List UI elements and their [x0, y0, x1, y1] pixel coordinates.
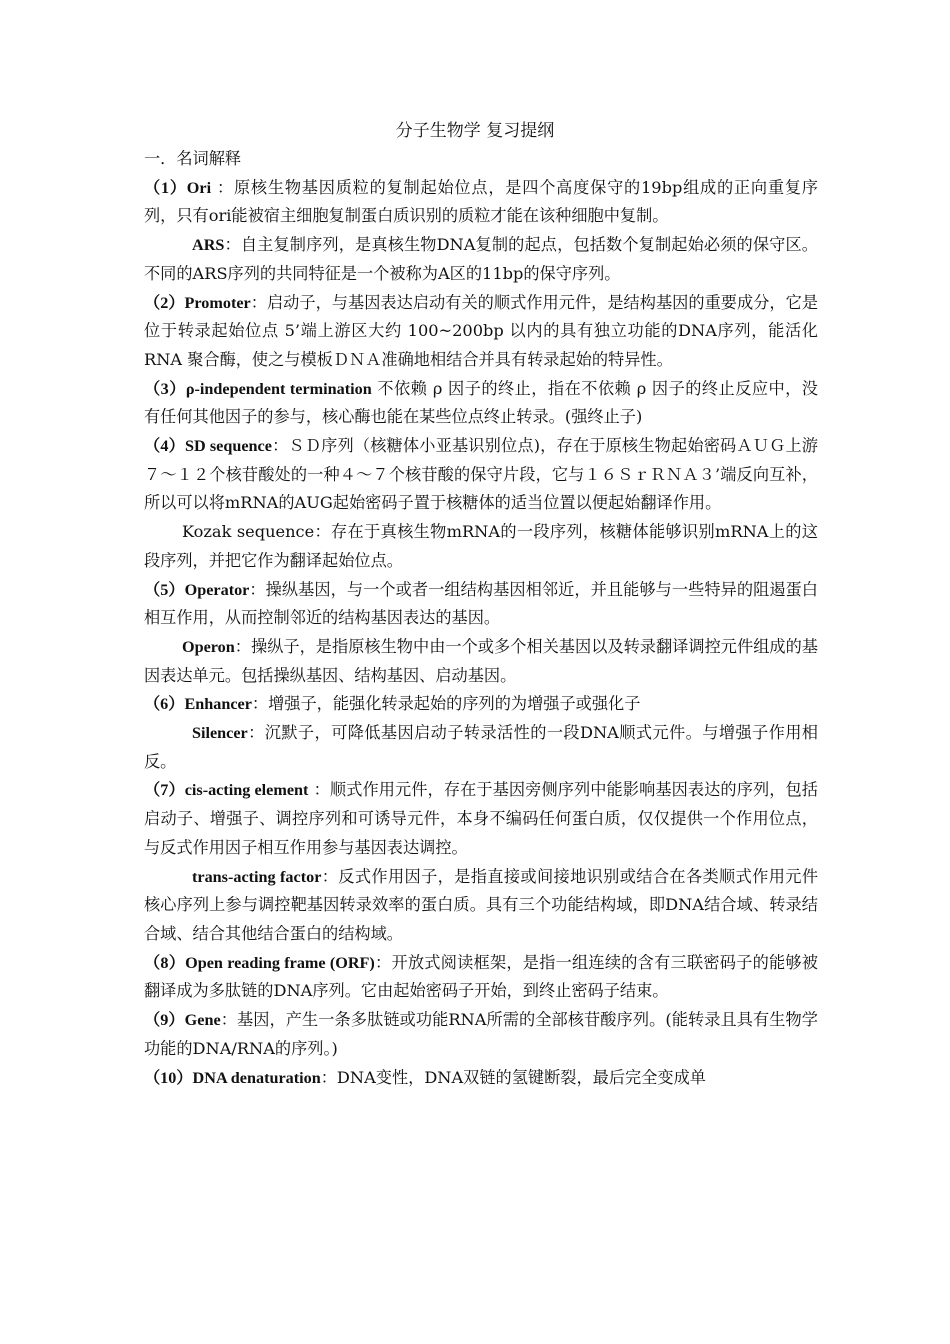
entry-orf — [144, 949, 818, 1006]
definition: ：操纵基因，与一个或者一组结构基因相邻近，并且能够与一些特异的阻遏蛋白相互作用，从而控制邻近的结构基因表达的基因。 — [144, 579, 818, 628]
entry-rho-independent — [144, 375, 818, 432]
term: （6）Enhancer — [144, 695, 252, 714]
term: （1）Ori — [144, 178, 212, 197]
term: Silencer — [192, 724, 248, 743]
term: （5）Operator — [144, 580, 250, 599]
term: （2）Promoter — [144, 293, 251, 312]
term: （8）Open reading frame (ORF) — [144, 953, 375, 972]
entry-operator — [144, 576, 818, 633]
definition: ：原核生物基因质粒的复制起始位点，是四个高度保守的19bp组成的正向重复序列，只有ori能被宿主细胞复制蛋白质识别的质粒才能在该种细胞中复制。 — [144, 177, 818, 226]
definition: ：增强子，能强化转录起始的序列的为增强子或强化子 — [251, 694, 641, 714]
section-heading: 一．名词解释 — [144, 149, 242, 168]
term: Operon — [182, 637, 235, 656]
definition: 不依赖 ρ 因子的终止，指在不依赖 ρ 因子的终止反应中，没有任何其他因子的参与，核心酶也能在某些位点终止转录。(强终止子) — [144, 378, 818, 427]
entry-ars — [144, 231, 818, 288]
term: trans-acting factor — [192, 867, 322, 886]
entry-promoter — [144, 289, 818, 375]
definition: ：启动子，与基因表达启动有关的顺式作用元件，是结构基因的重要成分，它是位于转录起始位点 5’端上游区大约 100~200bp 以内的具有独立功能的DNA序列，能活化RNA 聚合酶，使之与模板ＤＮＡ准确地相结合并具有转录起始的特异性。 — [144, 292, 819, 369]
definition: ：操纵子，是指原核生物中由一个或多个相关基因以及转录翻译调控元件组成的基因表达单元。包括操纵基因、结构基因、启动基因。 — [144, 636, 818, 685]
term: （9）Gene — [144, 1011, 221, 1030]
definition: ：反式作用因子，是指直接或间接地识别或结合在各类顺式作用元件核心序列上参与调控靶基因转录效率的蛋白质。具有三个功能结构域，即DNA结合域、转录结合域、结合其他结合蛋白的结构域。 — [144, 866, 819, 943]
definition: ：开放式阅读框架，是指一组连续的含有三联密码子的能够被翻译成为多肽链的DNA序列。它由起始密码子开始，到终止密码子结束。 — [144, 952, 818, 1001]
entry-ori — [144, 174, 818, 231]
entry-gene — [144, 1006, 818, 1063]
term: （4）SD sequence — [144, 437, 272, 456]
term: （3）ρ-independent termination — [144, 379, 372, 398]
definition: Kozak sequence：存在于真核生物mRNA的一段序列，核糖体能够识别mRNA上的这段序列，并把它作为翻译起始位点。 — [144, 522, 818, 570]
definition: ：顺式作用元件，存在于基因旁侧序列中能影响基因表达的序列，包括启动子、增强子、调控序列和可诱导元件，本身不编码任何蛋白质，仅仅提供一个作用位点，与反式作用因子相互作用参与基因表达调控。 — [144, 780, 818, 857]
page-title: 分子生物学 复习提纲 — [395, 121, 555, 141]
term: （10）DNA denaturation — [144, 1068, 321, 1087]
definition: ：自主复制序列，是真核生物DNA复制的起点，包括数个复制起始必须的保守区。不同的ARS序列的共同特征是一个被称为A区的11bp的保守序列。 — [144, 235, 818, 283]
definition: ：DNA变性，DNA双链的氢键断裂，最后完全变成单 — [320, 1067, 706, 1087]
entry-silencer — [144, 719, 818, 776]
entry-trans-acting — [144, 863, 818, 949]
entry-kozak — [144, 518, 818, 575]
entry-cis-acting — [144, 776, 818, 862]
entry-sd-sequence — [144, 432, 818, 518]
term: ARS — [192, 236, 225, 255]
term: （7）cis-acting element — [144, 781, 309, 800]
entry-dna-denaturation — [144, 1064, 818, 1093]
definition: ：基因，产生一条多肽链或功能RNA所需的全部核苷酸序列。(能转录且具有生物学功能的DNA/RNA的序列。) — [144, 1010, 818, 1058]
entry-enhancer — [144, 690, 818, 719]
definition: ：沉默子，可降低基因启动子转录活性的一段DNA顺式元件。与增强子作用相反。 — [144, 723, 818, 771]
definition: ：ＳＤ序列（核糖体小亚基识别位点)，存在于原核生物起始密码ＡＵＧ上游７～１２个核苷酸处的一种４～７个核苷酸的保守片段，它与１６ＳｒＲＮＡ３’端反向互补，所以可以将mRNA的AUG起始密码子置于核糖体的适当位置以便起始翻译作用。 — [144, 436, 818, 513]
entry-operon — [144, 633, 818, 690]
document-body — [144, 145, 818, 1092]
